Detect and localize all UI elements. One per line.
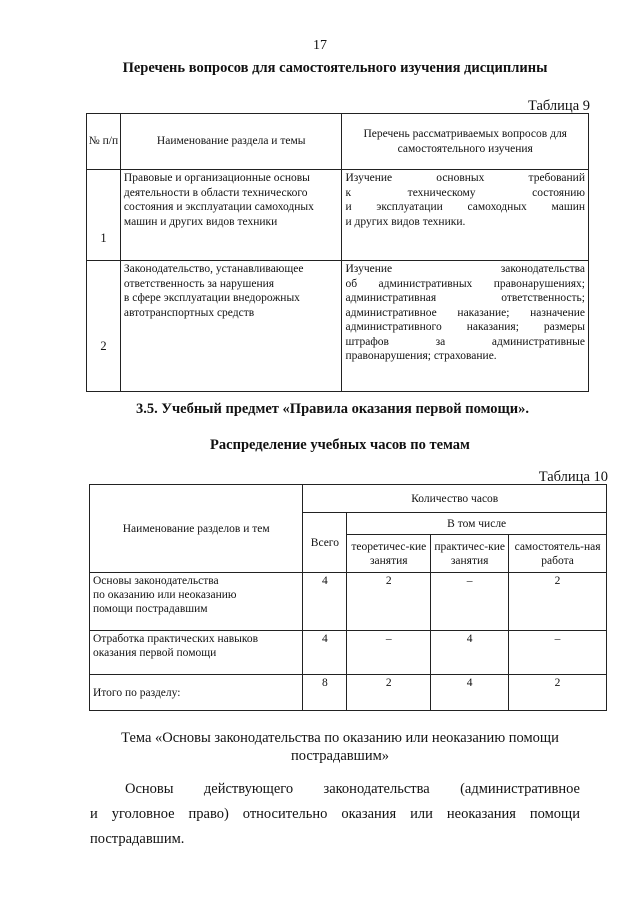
section-cell [120,261,342,392]
cell-line: в сфере эксплуатации внедорожных [123,292,300,304]
cell-line: помощи пострадавшим [93,603,208,615]
cell-line: Изучение основных требований [345,172,585,184]
self-cell: 2 [509,675,607,711]
table10-header-total: Всего [303,513,347,573]
paragraph-line: Основы действующего законодательства (административное [125,781,580,797]
questions-cell [342,170,589,261]
total-cell: 4 [303,631,347,675]
row-number: 2 [87,261,121,392]
practice-cell: – [431,573,509,631]
section-title: Перечень вопросов для самостоятельного изучения дисциплины [122,60,548,76]
practice-cell: 4 [431,631,509,675]
cell-line: автотранспортных средств [123,306,255,319]
table9 [86,113,589,392]
table-row [87,261,589,392]
page-number: 17 [313,38,327,53]
paragraph-line: и уголовное право) относительно оказания или неоказания помощи [90,806,580,822]
cell-line: к техническому состоянию [345,186,585,199]
cell-line: административное наказание; назначение [345,306,585,319]
self-cell: 2 [509,573,607,631]
table9-label: Таблица 9 [527,98,590,114]
table-row [90,573,607,631]
table10-header-hours: Количество часов [303,485,607,513]
table10-header-practice: практичес-кие занятия [431,535,509,573]
cell-line: и эксплуатации самоходных машин [345,201,585,213]
cell-line: административного наказания; размеры [345,321,585,333]
cell-line: деятельности в области технического [123,186,308,199]
theory-cell: 2 [347,675,431,711]
topic-name-cell [90,573,303,631]
table10-label: Таблица 10 [538,469,608,485]
cell-line: Основы законодательства [93,575,219,587]
theory-cell: – [347,631,431,675]
table-row [90,631,607,675]
total-cell: 4 [303,573,347,631]
subject-title: 3.5. Учебный предмет «Правила оказания первой помощи». [135,401,530,417]
cell-line: ответственность за нарушения [123,277,275,290]
topic-name-cell [90,631,303,675]
row-number: 1 [87,170,121,261]
table10-header-theory: теоретичес-кие занятия [347,535,431,573]
cell-line: состояния и эксплуатации самоходных [123,201,314,213]
table10-header-self: самостоятель-ная работа [509,535,607,573]
cell-line: правонарушения; страхование. [345,350,497,362]
topic-title: Тема «Основы законодательства по оказанию или неоказанию помощи пострадавшим» [121,730,559,764]
table10-header-including: В том числе [347,513,607,535]
cell-line: Итого по разделу: [93,686,181,699]
cell-line: оказания первой помощи [93,647,217,659]
cell-line: Отработка практических навыков [93,633,259,645]
topic-name-cell [90,675,303,711]
table-row [87,170,589,261]
total-cell: 8 [303,675,347,711]
cell-line: штрафов за административные [345,335,585,348]
table9-header-section: Наименование раздела и темы [120,114,342,170]
distribution-title: Распределение учебных часов по темам [210,437,470,453]
section-cell [120,170,342,261]
cell-line: Изучение законодательства [345,263,585,275]
topic-paragraph [90,777,580,852]
cell-line: Правовые и организационные основы [123,172,310,184]
cell-line: административная ответственность; [345,292,585,304]
practice-cell: 4 [431,675,509,711]
cell-line: машин и других видов техники [123,215,278,228]
table10 [89,484,607,711]
cell-line: и других видов техники. [345,215,466,228]
questions-cell [342,261,589,392]
self-cell: – [509,631,607,675]
table-row [90,675,607,711]
paragraph-line: пострадавшим. [90,831,185,847]
theory-cell: 2 [347,573,431,631]
table9-header-num: № п/п [87,114,121,170]
cell-line: Законодательство, устанавливающее [123,263,304,275]
table10-header-name: Наименование разделов и тем [90,485,303,573]
table9-header-questions: Перечень рассматриваемых вопросов для самостоятельного изучения [342,114,589,170]
cell-line: об административных правонарушениях; [345,277,585,290]
cell-line: по оказанию или неоказанию [93,589,237,601]
